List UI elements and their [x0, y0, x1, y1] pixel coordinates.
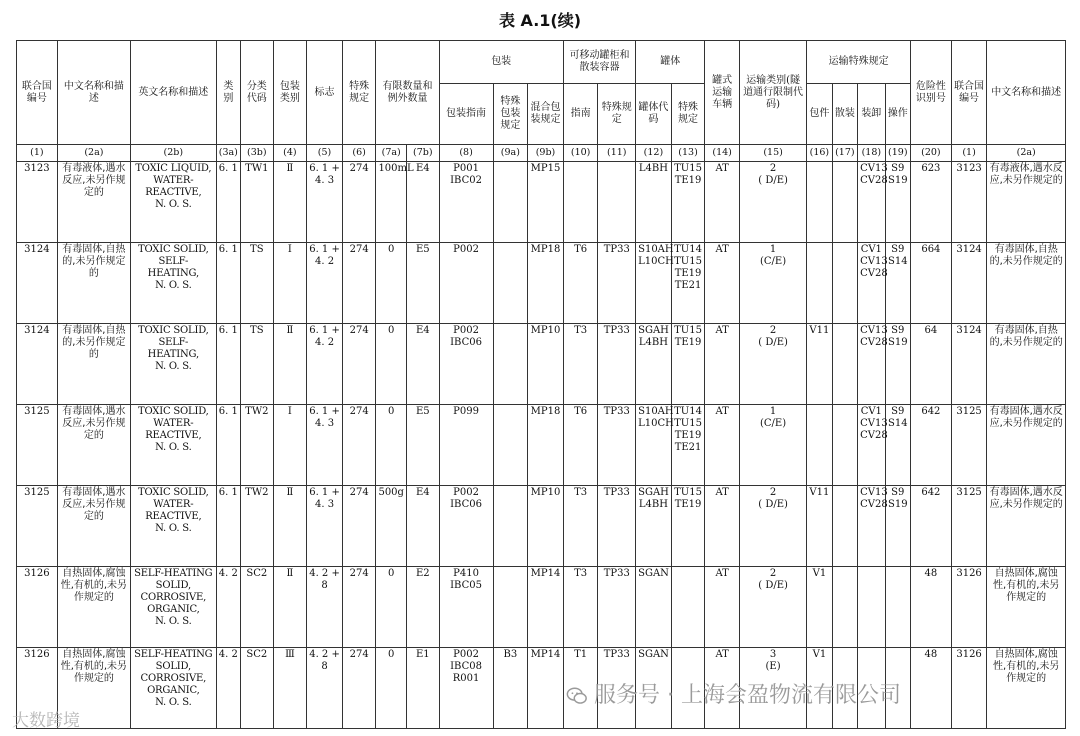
cell-class: 4. 2 — [216, 648, 240, 729]
cell-name-en: TOXIC SOLID, SELF-HEATING, N. O. S. — [131, 243, 217, 324]
cell-name-en: SELF-HEATING SOLID, CORROSIVE, ORGANIC, N. O. S. — [131, 567, 217, 648]
cell-hazard-id: 48 — [911, 567, 952, 648]
cell-un-number: 3126 — [17, 567, 58, 648]
column-number: (2a) — [57, 145, 130, 162]
cell-tank-code: SGAN — [636, 648, 672, 729]
cell-class-code: TS — [241, 243, 274, 324]
column-number: (1) — [17, 145, 58, 162]
cell-un-number-right: 3123 — [951, 162, 987, 243]
cell-packing-instruction: P410 IBC05 — [439, 567, 493, 648]
table-title: 表 A.1(续) — [498, 11, 582, 30]
cell-packing-group: Ⅰ — [273, 405, 307, 486]
header-package: 包件 — [807, 84, 832, 145]
cell-portable-tank-special: TP33 — [598, 324, 636, 405]
wechat-logo-icon — [566, 685, 588, 707]
table-row — [17, 567, 1066, 648]
cell-special-provision: 274 — [342, 486, 376, 567]
cell-special-packing — [493, 567, 528, 648]
cell-loading-provision: CV1 CV13 CV28 — [858, 405, 885, 486]
cell-tank-special: TU15 TE19 — [671, 162, 705, 243]
cell-labels: 6. 1 + 4. 3 — [307, 486, 343, 567]
header-bulk: 散装 — [832, 84, 857, 145]
cell-packing-instruction: P099 — [439, 405, 493, 486]
column-number: (3a) — [216, 145, 240, 162]
table-row — [17, 324, 1066, 405]
cell-mixed-packing: MP14 — [528, 567, 564, 648]
cell-packing-instruction: P002 IBC06 — [439, 324, 493, 405]
table-body — [17, 162, 1066, 729]
cell-name-cn: 有毒固体,遇水反应,未另作规定的 — [57, 486, 130, 567]
cell-packing-instruction: P002 — [439, 243, 493, 324]
cell-packing-group: Ⅱ — [273, 162, 307, 243]
cell-special-packing: B3 — [493, 648, 528, 729]
cell-un-number: 3124 — [17, 243, 58, 324]
header-tank-vehicle: 罐式运输车辆 — [705, 41, 740, 145]
cell-special-packing — [493, 243, 528, 324]
column-number: (19) — [885, 145, 910, 162]
cell-portable-tank-special: TP33 — [598, 405, 636, 486]
cell-special-packing — [493, 324, 528, 405]
cell-excepted-quantity: E2 — [406, 567, 439, 648]
cell-excepted-quantity: E5 — [406, 405, 439, 486]
column-number: (7b) — [406, 145, 439, 162]
cell-bulk-provision — [832, 567, 857, 648]
cell-tank-special: TU15 TE19 — [671, 324, 705, 405]
column-number: (2a) — [987, 145, 1066, 162]
cell-un-number-right: 3125 — [951, 486, 987, 567]
cell-name-cn: 自热固体,腐蚀性,有机的,未另作规定的 — [57, 648, 130, 729]
cell-operation-provision: S9 S14 — [885, 405, 910, 486]
cell-name-cn: 有毒固体,自热的,未另作规定的 — [57, 324, 130, 405]
table-row — [17, 243, 1066, 324]
cell-operation-provision: S9 S19 — [885, 162, 910, 243]
cell-un-number: 3126 — [17, 648, 58, 729]
cell-tank-code: S10AH L10CH — [636, 243, 672, 324]
cell-excepted-quantity: E1 — [406, 648, 439, 729]
cell-operation-provision: S9 S19 — [885, 486, 910, 567]
cell-un-number-right: 3126 — [951, 567, 987, 648]
cell-labels: 6. 1 + 4. 2 — [307, 243, 343, 324]
cell-hazard-id: 623 — [911, 162, 952, 243]
header-limited-quantities: 有限数量和例外数量 — [376, 41, 439, 145]
cell-class: 6. 1 — [216, 486, 240, 567]
cell-transport-category: 1 (C/E) — [739, 405, 806, 486]
cell-mixed-packing: MP15 — [528, 162, 564, 243]
table-row — [17, 162, 1066, 243]
cell-portable-tank-instruction: T6 — [563, 405, 598, 486]
cell-tank-special: TU14 TU15 TE19 TE21 — [671, 405, 705, 486]
column-number: (6) — [342, 145, 376, 162]
cell-portable-tank-special: TP33 — [598, 567, 636, 648]
cell-tank-vehicle: AT — [705, 405, 740, 486]
watermark-official-text: 服务号 · 上海会盈物流有限公司 — [594, 683, 901, 708]
cell-un-number-right: 3126 — [951, 648, 987, 729]
cell-transport-category: 3 (E) — [739, 648, 806, 729]
cell-class: 6. 1 — [216, 243, 240, 324]
cell-excepted-quantity: E4 — [406, 324, 439, 405]
cell-labels: 4. 2 + 8 — [307, 567, 343, 648]
cell-special-packing — [493, 486, 528, 567]
cell-transport-category: 1 (C/E) — [739, 243, 806, 324]
cell-class-code: TS — [241, 324, 274, 405]
cell-tank-special — [671, 567, 705, 648]
cell-special-packing — [493, 405, 528, 486]
cell-mixed-packing: MP18 — [528, 243, 564, 324]
cell-labels: 6. 1 + 4. 3 — [307, 162, 343, 243]
cell-operation-provision: S9 S19 — [885, 324, 910, 405]
header-packaging: 包装 — [439, 41, 563, 84]
cell-limited-quantity: 0 — [376, 324, 407, 405]
cell-bulk-provision — [832, 162, 857, 243]
cell-name-cn-right: 有毒液体,遇水反应,未另作规定的 — [987, 162, 1066, 243]
cell-un-number: 3125 — [17, 405, 58, 486]
cell-limited-quantity: 0 — [376, 567, 407, 648]
header-name-cn-right: 中文名称和描述 — [987, 41, 1066, 145]
watermark-official-account — [566, 678, 1046, 708]
cell-transport-category: 2 ( D/E) — [739, 567, 806, 648]
cell-tank-special: TU14 TU15 TE19 TE21 — [671, 243, 705, 324]
cell-hazard-id: 64 — [911, 324, 952, 405]
header-labels: 标志 — [307, 41, 343, 145]
column-number: (11) — [598, 145, 636, 162]
cell-loading-provision: CV13 CV28 — [858, 324, 885, 405]
cell-operation-provision — [885, 567, 910, 648]
cell-un-number: 3124 — [17, 324, 58, 405]
header-special-provisions: 特殊规定 — [342, 41, 376, 145]
column-number: (9a) — [493, 145, 528, 162]
cell-name-cn-right: 有毒固体,遇水反应,未另作规定的 — [987, 405, 1066, 486]
cell-packing-group: Ⅱ — [273, 486, 307, 567]
cell-name-cn-right: 自热固体,腐蚀性,有机的,未另作规定的 — [987, 648, 1066, 729]
header-name-en: 英文名称和描述 — [131, 41, 217, 145]
cell-portable-tank-instruction: T3 — [563, 567, 598, 648]
header-operation: 操作 — [885, 84, 910, 145]
column-number: (1) — [951, 145, 987, 162]
column-number: (7a) — [376, 145, 407, 162]
cell-un-number-right: 3124 — [951, 324, 987, 405]
cell-bulk-provision — [832, 486, 857, 567]
cell-class-code: SC2 — [241, 567, 274, 648]
header-un-no: 联合国编号 — [17, 41, 58, 145]
cell-tank-special: TU15 TE19 — [671, 486, 705, 567]
cell-portable-tank-instruction — [563, 162, 598, 243]
cell-name-cn: 有毒液体,遇水反应,未另作规定的 — [57, 162, 130, 243]
cell-portable-tank-instruction: T3 — [563, 324, 598, 405]
column-number: (18) — [858, 145, 885, 162]
cell-class: 6. 1 — [216, 405, 240, 486]
cell-excepted-quantity: E5 — [406, 243, 439, 324]
cell-name-en: SELF-HEATING SOLID, CORROSIVE, ORGANIC, N. O. S. — [131, 648, 217, 729]
cell-tank-code: SGAN — [636, 567, 672, 648]
column-number: (4) — [273, 145, 307, 162]
column-number: (15) — [739, 145, 806, 162]
column-number: (13) — [671, 145, 705, 162]
cell-packing-instruction: P002 IBC06 — [439, 486, 493, 567]
cell-un-number-right: 3125 — [951, 405, 987, 486]
cell-portable-tank-special: TP33 — [598, 243, 636, 324]
header-tank-code: 罐体代码 — [636, 84, 672, 145]
cell-transport-category: 2 ( D/E) — [739, 486, 806, 567]
cell-packing-group: Ⅱ — [273, 324, 307, 405]
cell-hazard-id: 642 — [911, 486, 952, 567]
header-mixed-packing: 混合包装规定 — [528, 84, 564, 145]
header-un-no-right: 联合国编号 — [951, 41, 987, 145]
cell-loading-provision: CV13 CV28 — [858, 162, 885, 243]
cell-package-provision: V1 — [807, 567, 832, 648]
column-number: (14) — [705, 145, 740, 162]
cell-portable-tank-instruction: T6 — [563, 243, 598, 324]
column-number: (8) — [439, 145, 493, 162]
cell-class: 6. 1 — [216, 162, 240, 243]
cell-limited-quantity: 0 — [376, 648, 407, 729]
header-packing-instructions: 包装指南 — [439, 84, 493, 145]
cell-name-en: TOXIC SOLID, WATER- REACTIVE, N. O. S. — [131, 405, 217, 486]
cell-hazard-id: 642 — [911, 405, 952, 486]
cell-bulk-provision — [832, 243, 857, 324]
cell-package-provision — [807, 405, 832, 486]
cell-loading-provision — [858, 567, 885, 648]
cell-loading-provision: CV1 CV13 CV28 — [858, 243, 885, 324]
cell-name-cn-right: 有毒固体,自热的,未另作规定的 — [987, 243, 1066, 324]
cell-package-provision: V1 — [807, 648, 832, 729]
cell-class-code: TW2 — [241, 405, 274, 486]
cell-tank-code: L4BH — [636, 162, 672, 243]
header-tp-instructions: 指南 — [563, 84, 598, 145]
column-number: (20) — [911, 145, 952, 162]
cell-special-packing — [493, 162, 528, 243]
column-number: (17) — [832, 145, 857, 162]
cell-special-provision: 274 — [342, 567, 376, 648]
column-number: (9b) — [528, 145, 564, 162]
cell-portable-tank-instruction: T3 — [563, 486, 598, 567]
dangerous-goods-table — [16, 40, 1066, 729]
column-number-row — [17, 145, 1066, 162]
header-transport-category: 运输类别(隧道通行限制代码) — [739, 41, 806, 145]
cell-un-number-right: 3124 — [951, 243, 987, 324]
header-tank-special: 特殊规定 — [671, 84, 705, 145]
cell-excepted-quantity: E4 — [406, 162, 439, 243]
column-number: (5) — [307, 145, 343, 162]
cell-tank-code: SGAH L4BH — [636, 486, 672, 567]
cell-un-number: 3123 — [17, 162, 58, 243]
cell-mixed-packing: MP14 — [528, 648, 564, 729]
cell-class-code: TW2 — [241, 486, 274, 567]
cell-mixed-packing: MP10 — [528, 486, 564, 567]
cell-name-cn-right: 有毒固体,遇水反应,未另作规定的 — [987, 486, 1066, 567]
cell-hazard-id: 48 — [911, 648, 952, 729]
header-name-cn: 中文名称和描述 — [57, 41, 130, 145]
cell-operation-provision: S9 S14 — [885, 243, 910, 324]
cell-hazard-id: 664 — [911, 243, 952, 324]
cell-loading-provision: CV13 CV28 — [858, 486, 885, 567]
cell-excepted-quantity: E4 — [406, 486, 439, 567]
cell-name-cn: 有毒固体,遇水反应,未另作规定的 — [57, 405, 130, 486]
cell-special-provision: 274 — [342, 324, 376, 405]
cell-name-en: TOXIC SOLID, WATER- REACTIVE, N. O. S. — [131, 486, 217, 567]
cell-class-code: TW1 — [241, 162, 274, 243]
cell-tank-vehicle: AT — [705, 243, 740, 324]
cell-special-provision: 274 — [342, 243, 376, 324]
cell-class: 4. 2 — [216, 567, 240, 648]
cell-packing-group: Ⅰ — [273, 243, 307, 324]
cell-limited-quantity: 0 — [376, 405, 407, 486]
cell-portable-tank-special: TP33 — [598, 648, 636, 729]
cell-tank-vehicle: AT — [705, 567, 740, 648]
cell-bulk-provision — [832, 405, 857, 486]
cell-class: 6. 1 — [216, 324, 240, 405]
table-row — [17, 405, 1066, 486]
cell-mixed-packing: MP10 — [528, 324, 564, 405]
cell-portable-tank-special — [598, 162, 636, 243]
cell-special-provision: 274 — [342, 162, 376, 243]
cell-name-cn: 有毒固体,自热的,未另作规定的 — [57, 243, 130, 324]
cell-package-provision — [807, 162, 832, 243]
cell-packing-group: Ⅲ — [273, 648, 307, 729]
cell-bulk-provision — [832, 324, 857, 405]
cell-tank-code: SGAH L4BH — [636, 324, 672, 405]
cell-name-en: TOXIC LIQUID, WATER- REACTIVE, N. O. S. — [131, 162, 217, 243]
cell-portable-tank-special: TP33 — [598, 486, 636, 567]
header-loading: 装卸 — [858, 84, 885, 145]
column-number: (10) — [563, 145, 598, 162]
watermark-brand: 大数跨境 — [12, 711, 80, 731]
cell-package-provision: V11 — [807, 486, 832, 567]
cell-name-cn-right: 有毒固体,自热的,未另作规定的 — [987, 324, 1066, 405]
header-tank: 罐体 — [636, 41, 705, 84]
cell-tank-vehicle: AT — [705, 324, 740, 405]
cell-tank-code: S10AH L10CH — [636, 405, 672, 486]
column-number: (16) — [807, 145, 832, 162]
cell-transport-category: 2 ( D/E) — [739, 324, 806, 405]
cell-name-cn-right: 自热固体,腐蚀性,有机的,未另作规定的 — [987, 567, 1066, 648]
cell-package-provision — [807, 243, 832, 324]
table-row — [17, 486, 1066, 567]
header-portable-tanks: 可移动罐柜和散装容器 — [563, 41, 635, 84]
cell-package-provision: V11 — [807, 324, 832, 405]
header-hazard-id: 危险性识别号 — [911, 41, 952, 145]
column-number: (12) — [636, 145, 672, 162]
cell-special-provision: 274 — [342, 648, 376, 729]
cell-mixed-packing: MP18 — [528, 405, 564, 486]
column-number: (3b) — [241, 145, 274, 162]
cell-labels: 4. 2 + 8 — [307, 648, 343, 729]
cell-limited-quantity: 100mL — [376, 162, 407, 243]
cell-portable-tank-instruction: T1 — [563, 648, 598, 729]
cell-un-number: 3125 — [17, 486, 58, 567]
cell-labels: 6. 1 + 4. 3 — [307, 405, 343, 486]
cell-name-en: TOXIC SOLID, SELF-HEATING, N. O. S. — [131, 324, 217, 405]
cell-labels: 6. 1 + 4. 2 — [307, 324, 343, 405]
header-packing-group: 包装类别 — [273, 41, 307, 145]
cell-tank-vehicle: AT — [705, 486, 740, 567]
header-tp-special: 特殊规定 — [598, 84, 636, 145]
header-special-packing: 特殊包装规定 — [493, 84, 528, 145]
cell-packing-group: Ⅱ — [273, 567, 307, 648]
header-class: 类别 — [216, 41, 240, 145]
header-transport-special-provisions: 运输特殊规定 — [807, 41, 911, 84]
cell-transport-category: 2 ( D/E) — [739, 162, 806, 243]
cell-tank-vehicle: AT — [705, 648, 740, 729]
cell-limited-quantity: 0 — [376, 243, 407, 324]
cell-tank-vehicle: AT — [705, 162, 740, 243]
cell-special-provision: 274 — [342, 405, 376, 486]
cell-packing-instruction: P001 IBC02 — [439, 162, 493, 243]
header-class-code: 分类代码 — [241, 41, 274, 145]
column-number: (2b) — [131, 145, 217, 162]
cell-class-code: SC2 — [241, 648, 274, 729]
cell-name-cn: 自热固体,腐蚀性,有机的,未另作规定的 — [57, 567, 130, 648]
cell-packing-instruction: P002 IBC08 R001 — [439, 648, 493, 729]
cell-limited-quantity: 500g — [376, 486, 407, 567]
